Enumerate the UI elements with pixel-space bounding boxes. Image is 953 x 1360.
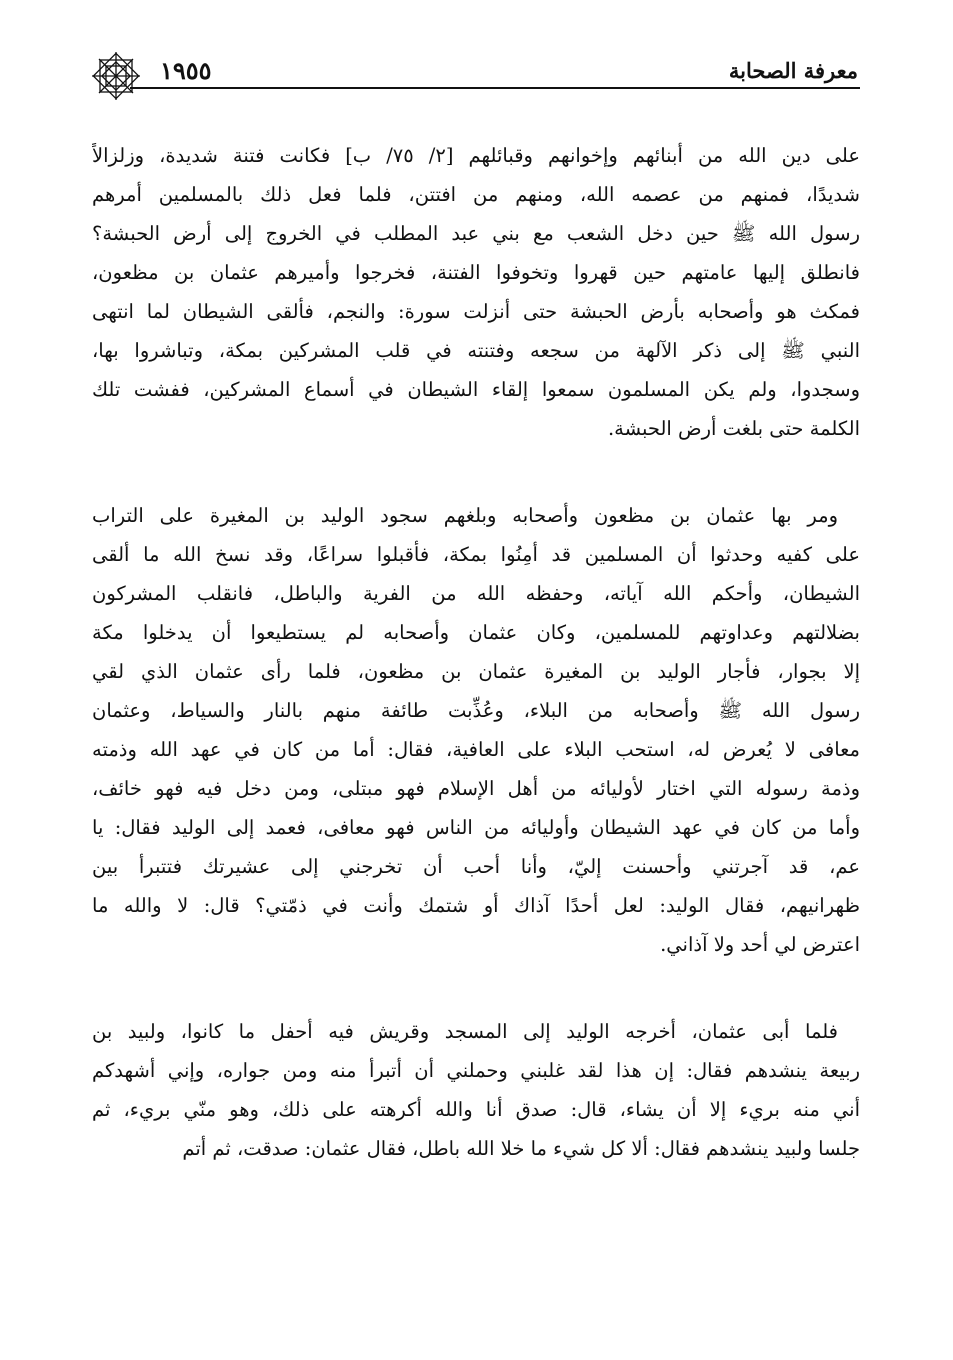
text-line: جلسا ولبيد ينشدهم فقال: ألا كل شيء ما خلا الله باطل، فقال عثمان: صدقت، ثم أتم [182, 1137, 860, 1160]
text-line: على كفيه وحدثوا أن المسلمين قد أمِنُوا بمكة، فأقبلوا سراعًا، وقد نسخ الله ما ألقى [92, 543, 860, 566]
text-line: النبي ﷺ إلى ذكر الآلهة من سجعه وفتنته في قلب المشركين بمكة، وتباشروا بها، [92, 339, 860, 362]
paragraph [92, 136, 860, 448]
text-line: عم، قد آجرتني وأحسنت إليّ، وأنا أحب أن تخرجني إلى عشيرتك فتتبرأ بين [92, 855, 860, 878]
text-line: الكلمة حتى بلغت أرض الحبشة. [607, 417, 860, 440]
paragraph [92, 1012, 860, 1168]
text-line: على دين الله من أبنائهم وإخوانهم وقبائلهم [٢/ ٧٥/ ب] فكانت فتنة شديدة، وزلزالاً [92, 144, 860, 167]
text-line: ظهرانيهم، فقال الوليد: لعل أحدًا آذاك أو شتمك وأنت في ذمّتي؟ قال: لا والله ما [92, 894, 860, 917]
text-line: ومر بها عثمان بن مظعون وأصحابه وبلغهم سجود الوليد بن المغيرة على التراب [92, 504, 838, 527]
paragraph-gap [92, 448, 860, 496]
ornament-star-icon [88, 48, 144, 104]
header-rule [130, 87, 860, 89]
text-line: إلا بجوار، فأجار الوليد بن المغيرة عثمان بن مظعون، فلما رأى عثمان الذي لقي [92, 660, 860, 683]
text-line: فمكث هو وأصحابه بأرض الحبشة حتى أنزلت سورة: والنجم، فألقى الشيطان لما انتهى [92, 300, 860, 323]
page-number: ١٩٥٥ [160, 56, 212, 85]
text-line: وأما من كان في عهد الشيطان وأوليائه من الناس فهو معافى، فعمد إلى الوليد فقال: يا [92, 816, 860, 839]
text-line: اعترض لي أحد ولا آذاني. [660, 933, 860, 956]
text-line: الشيطان، وأحكم الله آياته، وحفظه الله من الفرية والباطل، فانقلب المشركون [92, 582, 860, 605]
text-line: بضلالتهم وعداوتهم للمسلمين، وكان عثمان وأصحابه لم يستطيعوا أن يدخلوا مكة [92, 621, 860, 644]
text-line: فلما أبى عثمان، أخرجه الوليد إلى المسجد وقريش فيه أحفل ما كانوا، ولبيد بن [92, 1020, 838, 1043]
paragraph-gap [92, 964, 860, 1012]
text-line: وذمة رسوله التي اختار لأوليائه من أهل الإسلام فهو مبتلى، ومن دخل فيه فهو خائف، [92, 777, 860, 800]
body-text [92, 136, 860, 1168]
text-line: فانطلق إليها عامتهم حين قهروا وتخوفوا الفتنة، فخرجوا وأميرهم عثمان بن مظعون، [92, 261, 860, 284]
text-line: وسجدوا، ولم يكن المسلمون سمعوا إلقاء الشيطان في أسماع المشركين، ففشت تلك [92, 378, 860, 401]
paragraph [92, 496, 860, 964]
running-header-title: معرفة الصحابة [728, 58, 858, 83]
text-line: معافى لا يُعرض له، استحب البلاء على العافية، فقال: أما من كان في عهد الله وذمته [92, 738, 860, 761]
text-line: شديدًا، فمنهم من عصمه الله، ومنهم من افتتن، فلما فعل ذلك بالمسلمين أمرهم [92, 183, 860, 206]
text-line: رسول الله ﷺ حين دخل الشعب مع بني عبد المطلب في الخروج إلى أرض الحبشة؟ [92, 222, 860, 245]
text-line: رسول الله ﷺ وأصحابه من البلاء، وعُذِّبت طائفة منهم بالنار والسياط، وعثمان [92, 699, 860, 722]
text-line: ربيعة ينشدهم فقال: إن هذا لقد غلبني وحملني أن أتبرأ منه ومن جواره، وإني أشهدكم [92, 1059, 860, 1082]
text-line: أني منه بريء إلا أن يشاء، قال: صدق أنا والله أكرهته على ذلك، وهو منّي بريء، ثم [92, 1098, 860, 1121]
